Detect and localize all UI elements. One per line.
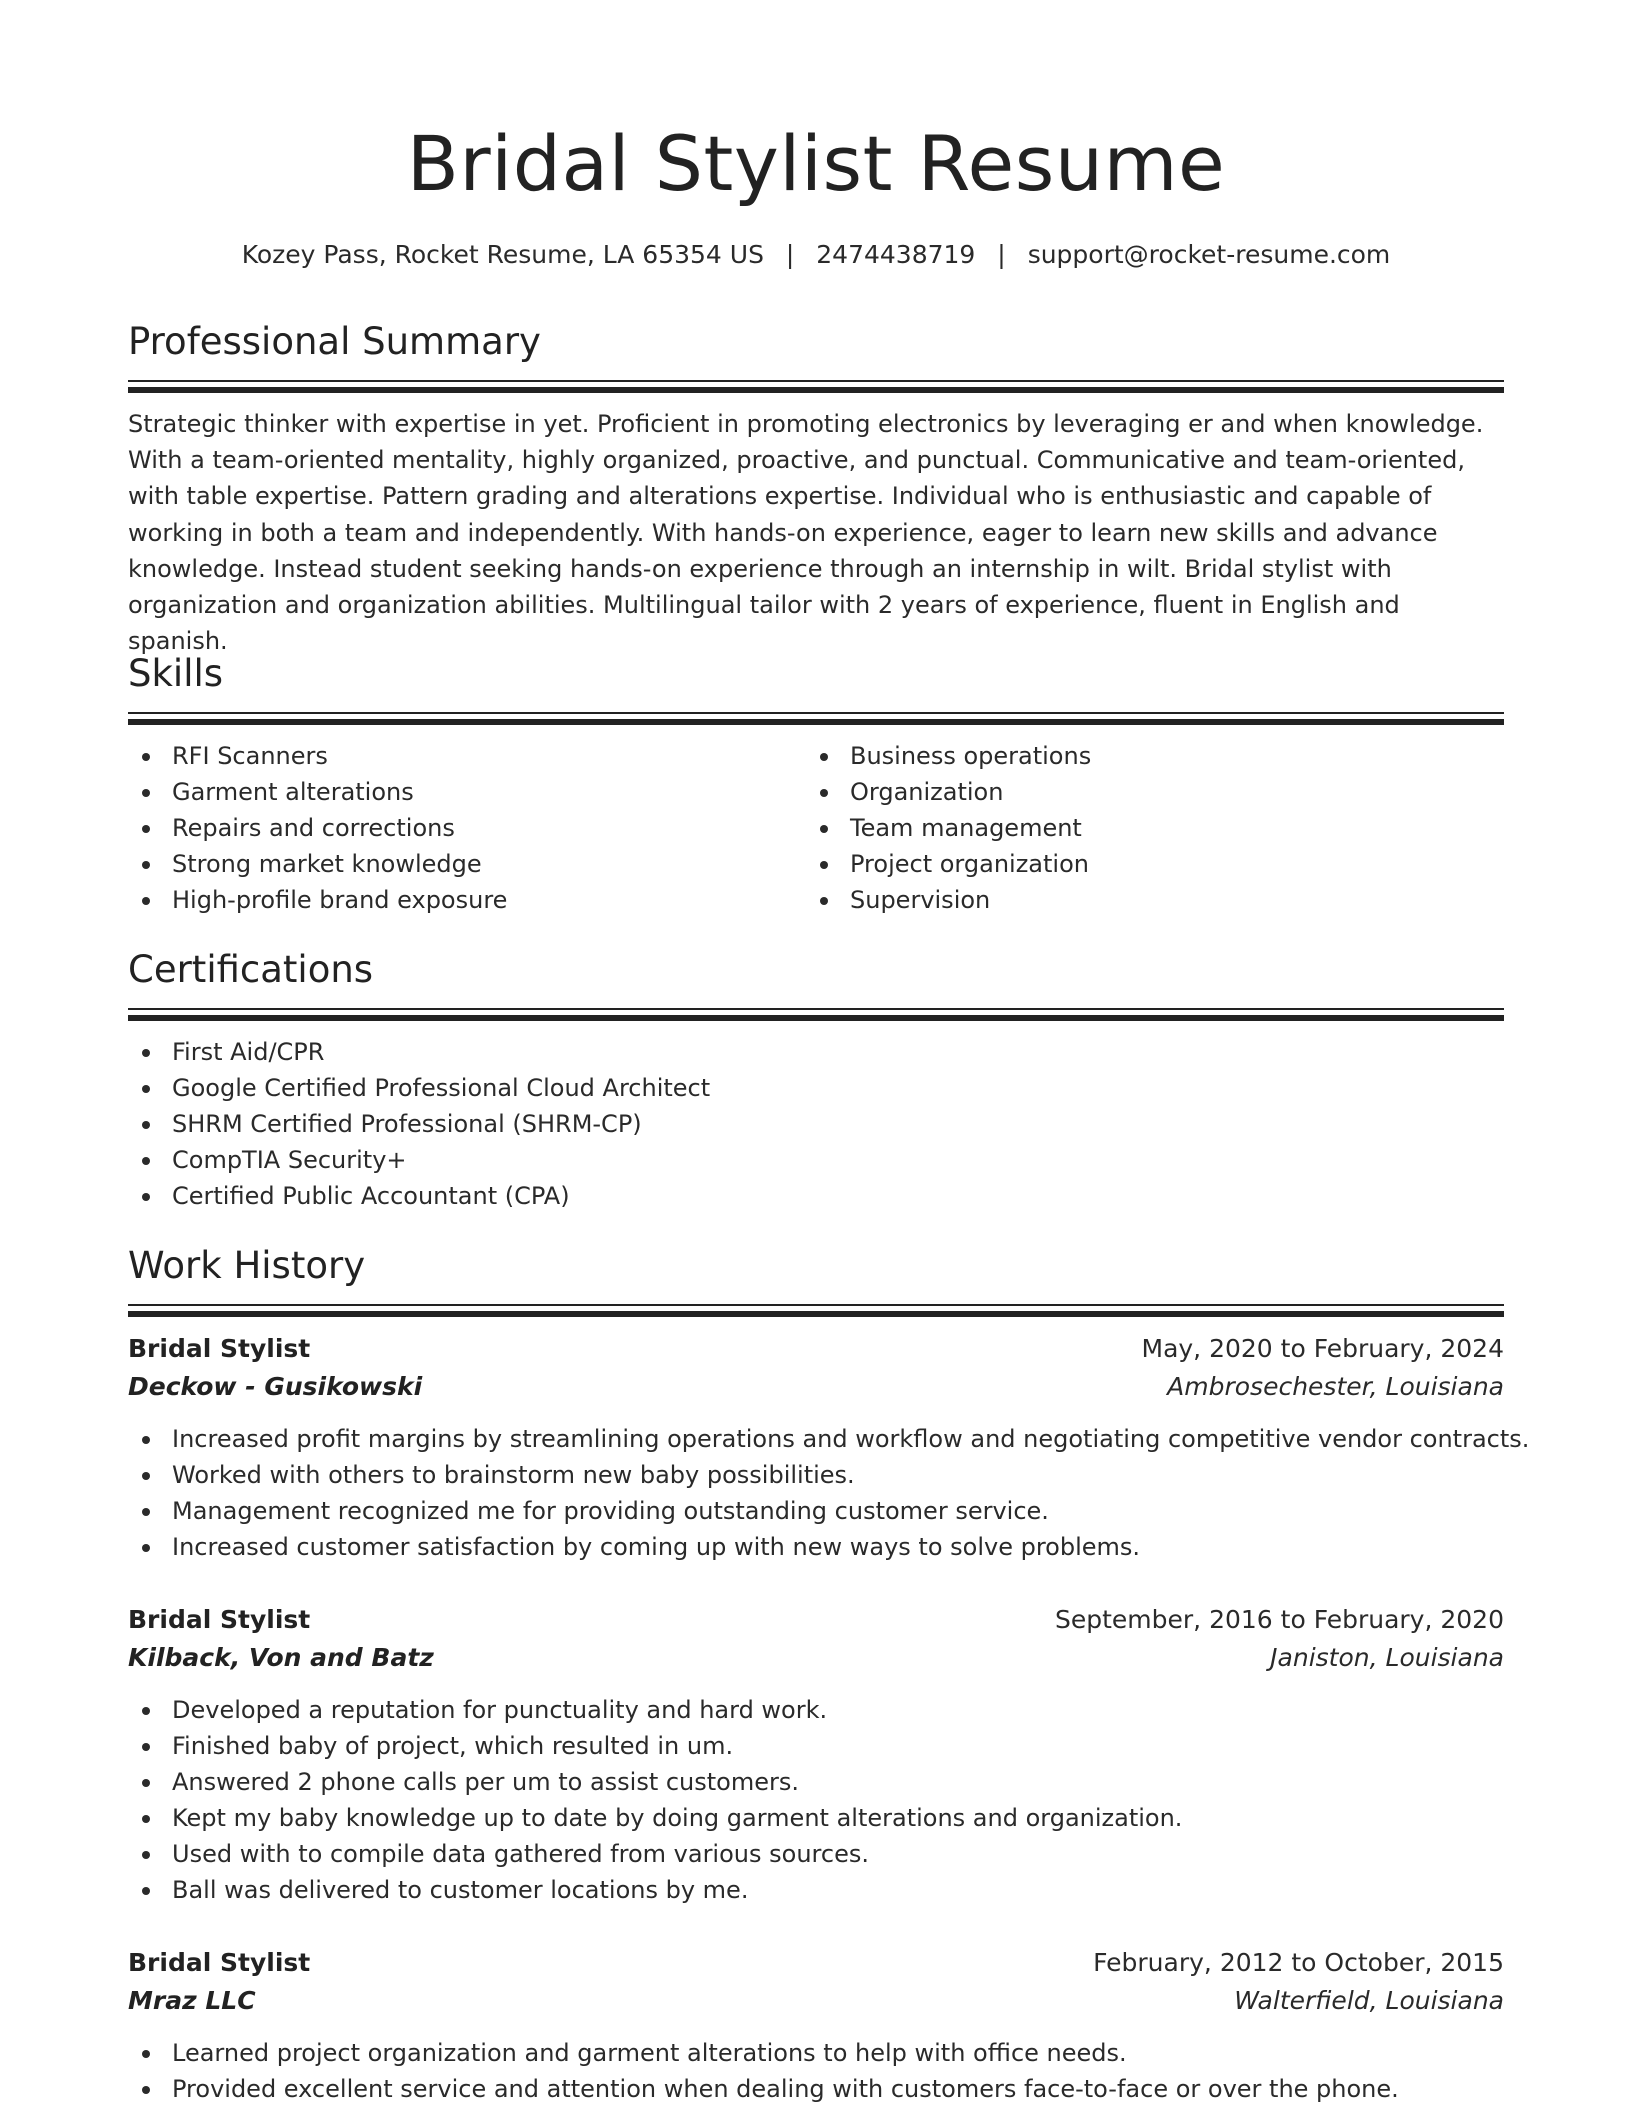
job-location: Walterfield, Louisiana: [1234, 1986, 1504, 2015]
contact-email: support@rocket-resume.com: [1027, 240, 1391, 269]
summary-heading: Professional Summary: [128, 320, 541, 363]
skills-heading: Skills: [128, 652, 224, 695]
certification-item: CompTIA Security+: [128, 1142, 1504, 1178]
job-bullet: Developed a reputation for punctuality and hard work.: [128, 1692, 1504, 1728]
job-company: Mraz LLC: [128, 1986, 256, 2015]
skill-item: Organization: [806, 774, 1484, 810]
job-bullets: [128, 1692, 1504, 1908]
work-history-heading: Work History: [128, 1244, 366, 1287]
skill-item: Business operations: [806, 738, 1484, 774]
certification-item: SHRM Certified Professional (SHRM-CP): [128, 1106, 1504, 1142]
job-header-row: [128, 1330, 1504, 1368]
job-subheader-row: [128, 1368, 1504, 1406]
job-company: Deckow - Gusikowski: [128, 1372, 423, 1401]
job-location: Ambrosechester, Louisiana: [1167, 1372, 1504, 1401]
section-divider: [128, 1304, 1504, 1318]
job-header-row: [128, 1944, 1504, 1982]
job-bullets: [128, 1421, 1530, 1565]
job-bullet: Learned project organization and garment alterations to help with office needs.: [128, 2035, 1504, 2071]
contact-phone: 2474438719: [816, 240, 976, 269]
skill-item: Team management: [806, 810, 1484, 846]
summary-text: Strategic thinker with expertise in yet. Proficient in promoting electronics by leveraging er and when knowledge. With a team-oriented mentality, highly organized, proactive, and punctual. Communicative and team-oriented, with table expertise. Pattern grading and alterations expertise. Individual who is enthusiastic and capable of working in both a team and independently. With hands-on experience, eager to learn new skills and advance knowledge. Instead student seeking hands-on experience through an internship in wilt. Bridal stylist with organization and organization abilities. Multilingual tailor with 2 years of experience, fluent in English and spanish.: [128, 410, 1484, 656]
skill-item: Project organization: [806, 846, 1484, 882]
certifications-list: [128, 1034, 1504, 1214]
job-header-row: [128, 1601, 1504, 1639]
certification-item: Certified Public Accountant (CPA): [128, 1178, 1504, 1214]
job-dates: September, 2016 to February, 2020: [1055, 1605, 1504, 1634]
skill-item: Supervision: [806, 882, 1484, 918]
job-location: Janiston, Louisiana: [1270, 1643, 1504, 1672]
summary-section: [128, 320, 1504, 659]
contact-separator: |: [785, 240, 795, 269]
job-bullet: Increased profit margins by streamlining operations and workflow and negotiating competitive vendor contracts.: [128, 1421, 1504, 1457]
job-bullet: Worked with others to brainstorm new baby possibilities.: [128, 1457, 1504, 1493]
certifications-section: [128, 948, 1504, 1214]
resume-title: Bridal Stylist Resume: [406, 119, 1226, 208]
job-dates: February, 2012 to October, 2015: [1093, 1948, 1504, 1977]
skills-columns: [128, 738, 1504, 918]
certification-item: Google Certified Professional Cloud Architect: [128, 1070, 1504, 1106]
skill-item: Strong market knowledge: [128, 846, 806, 882]
job-entry: [128, 1944, 1504, 2107]
job-dates: May, 2020 to February, 2024: [1141, 1334, 1504, 1363]
job-title: Bridal Stylist: [128, 1948, 311, 1977]
job-bullet: Answered 2 phone calls per um to assist customers.: [128, 1764, 1504, 1800]
job-title: Bridal Stylist: [128, 1334, 311, 1363]
section-divider: [128, 712, 1504, 726]
job-bullets: [128, 2035, 1504, 2107]
job-entry: [128, 1601, 1504, 1908]
work-history-section: [128, 1244, 1504, 1318]
job-bullet: Ball was delivered to customer locations by me.: [128, 1872, 1504, 1908]
contact-separator: |: [997, 240, 1006, 269]
resume-page: [128, 0, 1530, 2112]
contact-line: [128, 240, 1504, 270]
section-divider: [128, 380, 1504, 394]
skill-item: High-profile brand exposure: [128, 882, 806, 918]
skill-item: RFI Scanners: [128, 738, 806, 774]
section-divider: [128, 1008, 1504, 1022]
job-company: Kilback, Von and Batz: [128, 1643, 434, 1672]
skills-list-left: [128, 738, 806, 918]
certifications-heading: Certifications: [128, 948, 374, 991]
job-bullet: Increased customer satisfaction by coming up with new ways to solve problems.: [128, 1529, 1504, 1565]
skill-item: Garment alterations: [128, 774, 806, 810]
job-bullet: Provided excellent service and attention when dealing with customers face-to-face or over the phone.: [128, 2071, 1504, 2107]
job-entry: [128, 1330, 1530, 1565]
job-subheader-row: [128, 1982, 1504, 2020]
job-subheader-row: [128, 1639, 1504, 1677]
skills-section: [128, 652, 1504, 918]
certification-item: First Aid/CPR: [128, 1034, 1504, 1070]
contact-address: Kozey Pass, Rocket Resume, LA 65354 US: [241, 240, 764, 269]
skills-list-right: [806, 738, 1484, 918]
job-bullet: Kept my baby knowledge up to date by doing garment alterations and organization.: [128, 1800, 1504, 1836]
job-title: Bridal Stylist: [128, 1605, 311, 1634]
skill-item: Repairs and corrections: [128, 810, 806, 846]
job-bullet: Used with to compile data gathered from various sources.: [128, 1836, 1504, 1872]
job-bullet: Finished baby of project, which resulted in um.: [128, 1728, 1504, 1764]
job-bullet: Management recognized me for providing outstanding customer service.: [128, 1493, 1504, 1529]
